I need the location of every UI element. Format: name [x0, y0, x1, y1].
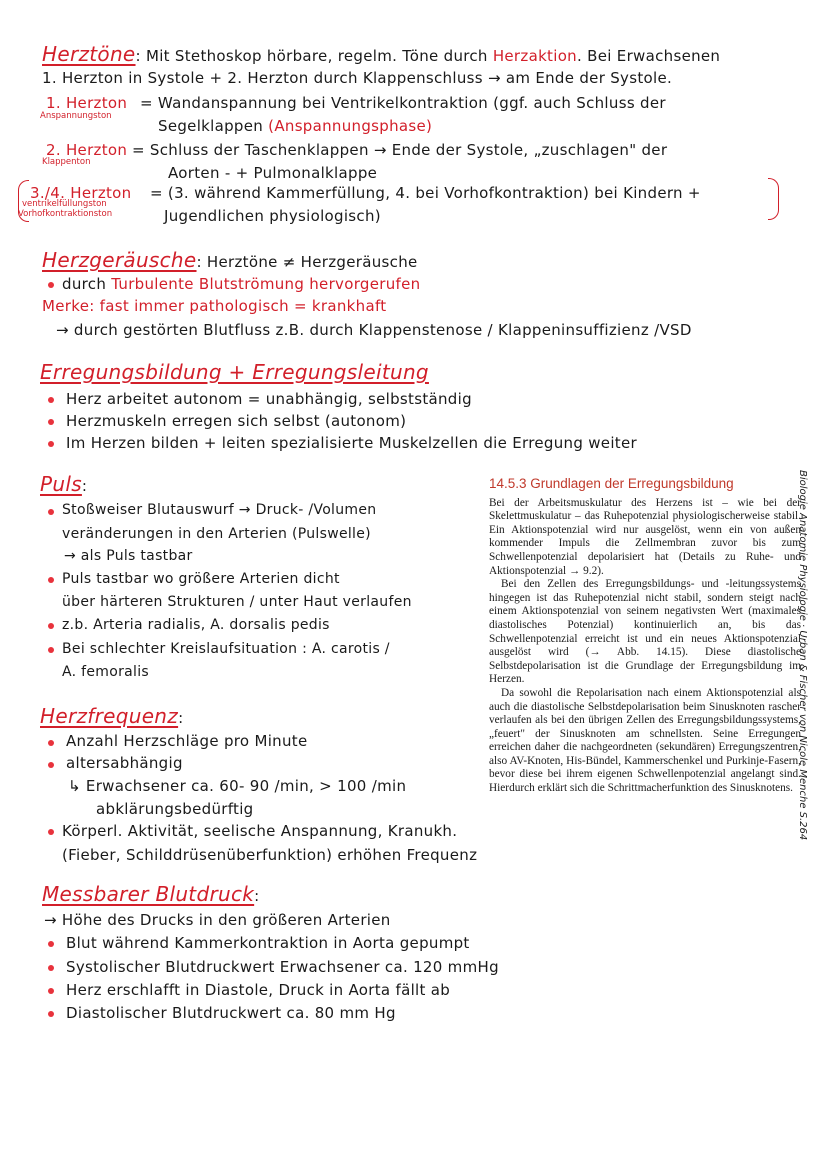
puls-heading-row: Puls:	[40, 472, 88, 496]
puls-line-1: Stoßweiser Blutauswurf → Druck- /Volumen	[62, 502, 377, 518]
blutdruck-line-3: Systolischer Blutdruckwert Erwachsener ca. 120 mmHg	[66, 958, 499, 976]
herzton-3-sub-1: ventrikelfüllungston	[22, 199, 107, 209]
herzton-3-label: 3./4. Herzton	[30, 184, 132, 202]
bullet	[48, 1011, 54, 1017]
puls-title: Puls	[40, 472, 82, 496]
bracket-right	[768, 178, 779, 220]
geraeusche-title: Herzgeräusche	[42, 248, 197, 272]
book-paragraph-3: Da sowohl die Repolarisation nach einem Aktionspotenzial als auch die diastolische Selbstdepolarisation beim Sinusknoten rascher verlaufen als bei den übrigen Zellen des Erregungsbildungssystems, „feuert" der Sinusknoten am schnellsten. Seine Erregungen erreichen daher die nachgeordneten (sekundären) Erregungszentren, also AV-Knoten, His-Bündel, Kammerschenkel und Purkinje-Fasern, bevor diese bei ihrem eigenen Schwellenpotenzial angelangt sind. Hierdurch erklärt sich die Schrittmacherfunktion des Sinusknotens.	[489, 686, 801, 795]
bullet	[48, 762, 54, 768]
bullet	[48, 988, 54, 994]
book-paragraph-2: Bei den Zellen des Erregungsbildungs- und -leitungssystems hingegen ist das Ruhepotenzial nicht stabil, sondern steigt nach einem Aktionspotenzial von seinem negativsten Wert (maximales diastolisches Potenzial) kontinuierlich an, bis das Schwellenpotenzial erreicht ist und ein neues Aktionspotenzial ausgelöst wird (→ Abb. 14.15). Diese diastolische Selbstdepolarisation ist die Grundlage der Erregungsbildung im Herzen.	[489, 578, 801, 686]
erregung-item-2: Herzmuskeln erregen sich selbst (autonom)	[66, 412, 407, 430]
bullet	[48, 965, 54, 971]
herzton-1-line-2: Segelklappen (Anspannungsphase)	[158, 117, 433, 135]
herzton-2-line-1: = Schluss der Taschenklappen → Ende der Systole, „zuschlagen" der	[132, 141, 668, 159]
puls-line-5: über härteren Strukturen / unter Haut verlaufen	[62, 594, 412, 610]
erregung-heading-row	[40, 362, 429, 385]
frequenz-line-2: altersabhängig	[66, 754, 183, 772]
puls-line-4: Puls tastbar wo größere Arterien dicht	[62, 571, 340, 587]
frequenz-line-6: (Fieber, Schilddrüsenüberfunktion) erhöhen Frequenz	[62, 846, 478, 864]
herztoene-title: Herztöne	[42, 42, 136, 66]
herzton-3-line-2: Jugendlichen physiologisch)	[164, 207, 381, 225]
herzton-1-line-1: = Wandanspannung bei Ventrikelkontraktion (ggf. auch Schluss der	[140, 94, 666, 112]
bullet	[48, 647, 54, 653]
blutdruck-line-2: Blut während Kammerkontraktion in Aorta gepumpt	[66, 934, 470, 952]
erregung-title: Erregungsbildung + Erregungsleitung	[40, 360, 429, 384]
erregung-item-3: Im Herzen bilden + leiten spezialisierte Muskelzellen die Erregung weiter	[66, 434, 637, 452]
blutdruck-title: Messbarer Blutdruck	[42, 882, 255, 906]
geraeusche-merke: Merke: fast immer pathologisch = krankhaft	[42, 297, 387, 315]
bullet	[48, 941, 54, 947]
herzton-3-line-1: = (3. während Kammerfüllung, 4. bei Vorhofkontraktion) bei Kindern +	[150, 184, 701, 202]
herzton-2-label: 2. Herzton	[46, 141, 128, 159]
bullet	[48, 623, 54, 629]
bullet	[48, 740, 54, 746]
bullet	[48, 829, 54, 835]
puls-line-8: A. femoralis	[62, 664, 149, 680]
herzton-2-sub: Klappenton	[42, 157, 91, 167]
frequenz-line-3: ↳ Erwachsener ca. 60- 90 /min, > 100 /min	[68, 777, 407, 795]
book-paragraph-1: Bei der Arbeitsmuskulatur des Herzens ist – wie bei der Skelettmuskulatur – das Ruhepotenzial physiologischerweise stabil. Ein Aktionspotenzial wird nur ausgelöst, wenn ein von außen kommender Impuls die Zellmembran zuvor bis zum Schwellenpotenzial depolarisiert hat (Details zu Ruhe- und Aktionspotenzial → 9.2).	[489, 496, 801, 577]
book-excerpt	[489, 477, 801, 796]
blutdruck-line-1: → Höhe des Drucks in den größeren Arterien	[44, 911, 391, 929]
herzton-2-line-2: Aorten - + Pulmonalklappe	[168, 164, 378, 182]
frequenz-heading-row: Herzfrequenz:	[40, 704, 184, 728]
bullet	[48, 282, 54, 288]
herzton-3-sub-2: Vorhofkontraktionston	[18, 209, 113, 219]
geraeusche-line-2: durch Turbulente Blutströmung hervorgerufen	[62, 275, 421, 293]
erregung-item-1: Herz arbeitet autonom = unabhängig, selbstständig	[66, 390, 472, 408]
bullet	[48, 509, 54, 515]
puls-line-3: → als Puls tastbar	[64, 548, 193, 564]
blutdruck-line-4: Herz erschlafft in Diastole, Druck in Aorta fällt ab	[66, 981, 451, 999]
herztoene-line-1: Herztöne: Mit Stethoskop hörbare, regelm. Töne durch Herzaktion. Bei Erwachsenen	[42, 42, 721, 66]
frequenz-line-4: abklärungsbedürftig	[96, 800, 254, 818]
book-source: Biologie Anatomie Physiologie · Urban & Fischer von Nicole Menche S.264	[797, 470, 808, 841]
bullet	[48, 397, 54, 403]
puls-line-7: Bei schlechter Kreislaufsituation : A. carotis /	[62, 641, 390, 657]
herzton-1-sub: Anspannungston	[40, 111, 112, 121]
book-heading: 14.5.3 Grundlagen der Erregungsbildung	[489, 476, 734, 491]
bullet	[48, 419, 54, 425]
frequenz-line-5: Körperl. Aktivität, seelische Anspannung, Kranukh.	[62, 822, 458, 840]
blutdruck-line-5: Diastolischer Blutdruckwert ca. 80 mm Hg	[66, 1004, 396, 1022]
puls-line-6: z.b. Arteria radialis, A. dorsalis pedis	[62, 617, 330, 633]
frequenz-line-1: Anzahl Herzschläge pro Minute	[66, 732, 308, 750]
frequenz-title: Herzfrequenz	[40, 704, 179, 728]
geraeusche-line-1: Herzgeräusche: Herztöne ≠ Herzgeräusche	[42, 248, 418, 272]
herztoene-line-2: 1. Herzton in Systole + 2. Herzton durch Klappenschluss → am Ende der Systole.	[42, 69, 673, 87]
puls-line-2: veränderungen in den Arterien (Pulswelle)	[62, 526, 371, 542]
blutdruck-heading-row: Messbarer Blutdruck:	[42, 882, 260, 906]
bullet	[48, 577, 54, 583]
herzton-1-label: 1. Herzton	[46, 94, 128, 112]
geraeusche-line-4: → durch gestörten Blutfluss z.B. durch Klappenstenose / Klappeninsuffizienz /VSD	[56, 321, 692, 339]
bullet	[48, 441, 54, 447]
